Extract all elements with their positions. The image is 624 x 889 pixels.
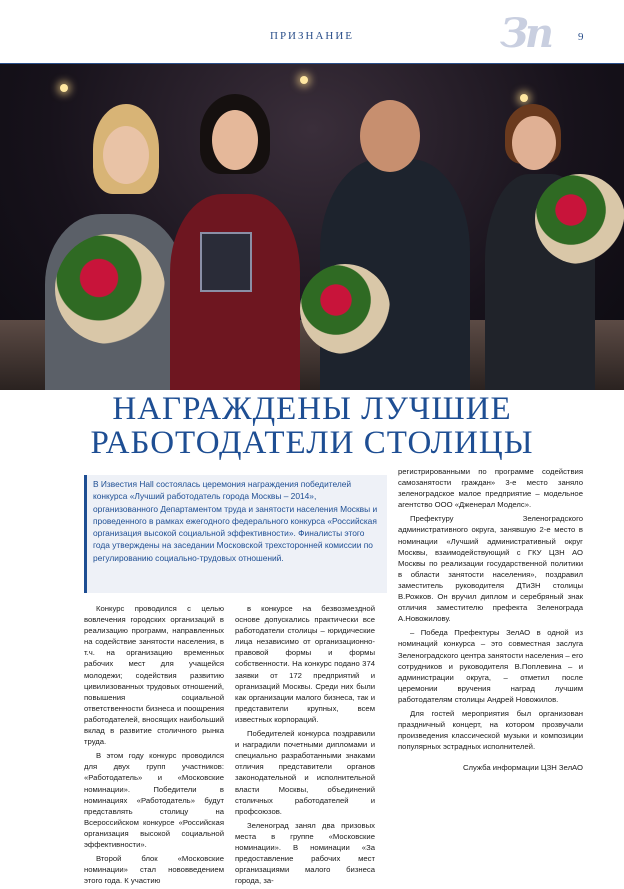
bouquet-icon xyxy=(55,234,165,344)
paragraph: Второй блок «Московские номинации» стал нововведением этого года. К участию xyxy=(84,854,224,886)
ceremony-photo xyxy=(0,64,624,390)
paragraph: Префектуру Зеленоградского административного округа, занявшую 2-е место в номинации «Лучший административный округ Москвы, взаимодействующий с ГКУ ЦЗН АО Москвы по реализации государственной политики в области занятости населения», поздравил заместитель руководителя ДТиЗН столицы В.Рожков. Он вручил диплом и серебряный знак отличия заместителю префекта Зеленограда А.Новожилову. xyxy=(398,514,583,624)
paragraph: – Победа Префектуры ЗелАО в одной из номинаций конкурса – это совместная заслуга Зеленоградского центра занятости населения – его сотрудников и руководителя В.Поплевина – и администрации округа, – отметил после церемонии вручения наград лучшим работодателям столицы Андрей Новожилов. xyxy=(398,628,583,704)
stage-light-icon xyxy=(60,84,68,92)
paragraph: Конкурс проводился с целью вовлечения городских организаций в реализацию программ, направленных на содействие занятости населения, в т.ч. на организацию временных рабочих мест для учащейся молодежи; содействия развитию цивилизованных трудовых отношений, повышения социальной ответственности бизнеса и поощрения работодателей, вносящих наибольший вклад в развитие столичного рынка труда. xyxy=(84,604,224,747)
paragraph: Зеленоград занял два призовых места в группе «Московские номинации». В номинации «За предоставление рабочих мест организациями малого бизнеса города, за- xyxy=(235,820,375,886)
bouquet-icon xyxy=(535,174,624,264)
stage-light-icon xyxy=(300,76,308,84)
paragraph: регистрированными по программе содействия самозанятости граждан» 3-е место заняло зеленоградское малое предприятие – модельное агентство ООО «Дженерал Моделс». xyxy=(398,467,583,510)
stage-light-icon xyxy=(520,94,528,102)
paragraph: Победителей конкурса поздравили и наградили почетными дипломами и специально разработанными знаками отличия представители органов законодательной и исполнительной власти Москвы, объединений столичных работодателей и профсоюзов. xyxy=(235,729,375,816)
lead-paragraph-box xyxy=(84,475,387,593)
article-column-3 xyxy=(398,466,583,776)
paragraph: Для гостей мероприятия был организован праздничный концерт, на котором прозвучали произведения классической музыки и композиции популярных эстрадных исполнителей. xyxy=(398,708,583,752)
paragraph: в конкурсе на безвозмездной основе допускались практически все работодатели столицы – юридические лица независимо от организационно-правовой формы и формы собственности. На конкурс подано 374 заявки от 172 предприятий и организаций Москвы. Среди них были как организации малого бизнеса, так и представители крупных, всем известных корпораций. xyxy=(235,604,375,724)
bouquet-icon xyxy=(300,264,390,354)
person-head xyxy=(103,126,149,184)
headline-line-2: РАБОТОДАТЕЛИ СТОЛИЦЫ xyxy=(90,425,534,461)
article-headline xyxy=(0,392,624,460)
section-title: ПРИЗНАНИЕ xyxy=(270,30,355,42)
article-column-2 xyxy=(235,603,375,889)
author-signature: Служба информации ЦЗН ЗелАО xyxy=(462,763,583,773)
page-header xyxy=(0,0,624,64)
magazine-logo: Зп xyxy=(500,10,550,57)
paragraph: В этом году конкурс проводился для двух групп участников: «Работодатель» и «Московские номинации». Победители в номинациях «Работодатель» будут представлять столицу на Всероссийском конкурсе «Российская организация высокой социальной эффективности». xyxy=(84,751,224,849)
award-plaque-icon xyxy=(200,232,252,292)
person-head xyxy=(360,100,420,172)
person-head xyxy=(512,116,556,170)
page-number: 9 xyxy=(578,31,584,43)
person-head xyxy=(212,110,258,170)
headline-line-1: НАГРАЖДЕНЫ ЛУЧШИЕ xyxy=(112,391,512,427)
lead-paragraph: В Известия Hall состоялась церемония награждения победителей конкурса «Лучший работодатель города Москвы – 2014», организованного Департаментом труда и занятости населения Москвы и проведенного в рамках ежегодного федерального конкурса «Российская организация высокой социальной эффективности». Финалисты этого года утверждены на заседании Московской трехсторонней комиссии по регулированию социально-трудовых отношений. xyxy=(93,479,378,563)
article-column-1 xyxy=(84,603,224,889)
person-figure xyxy=(170,194,300,390)
